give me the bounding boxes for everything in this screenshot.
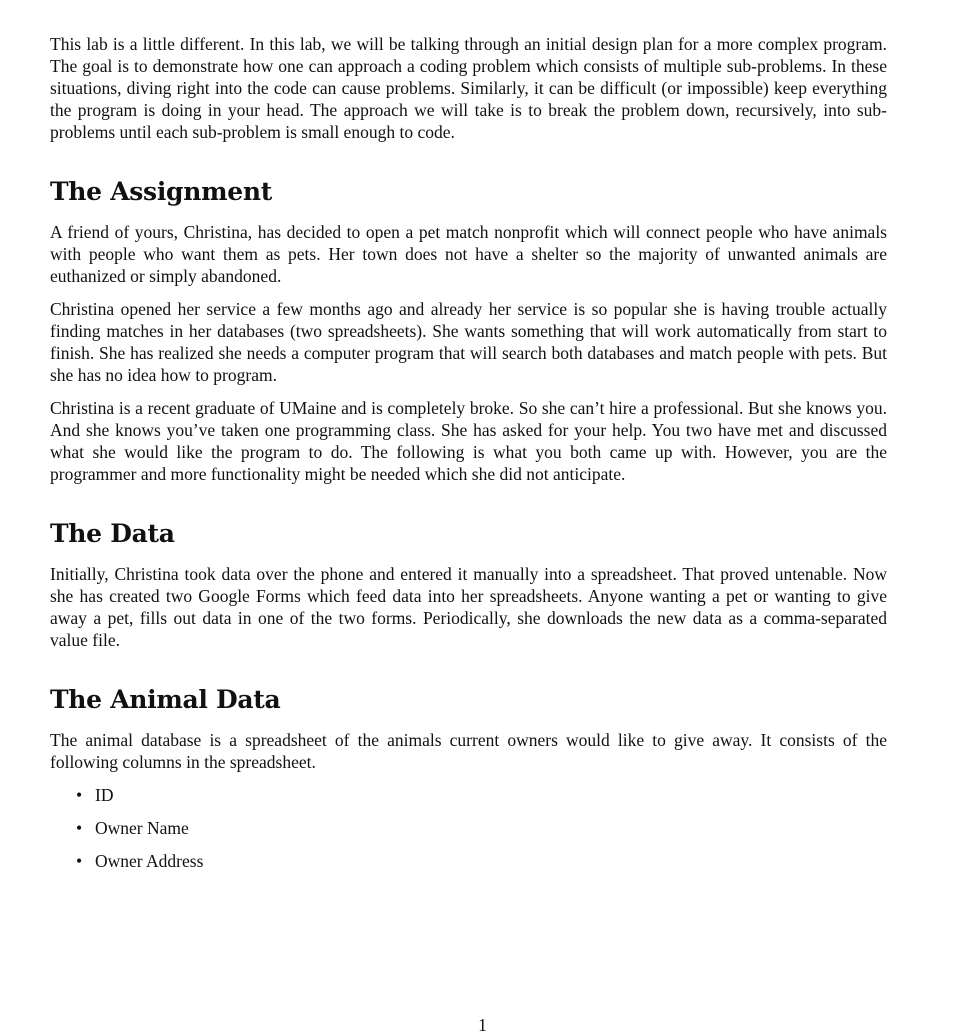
bullet-icon: • xyxy=(76,785,83,805)
list-item xyxy=(76,850,887,872)
document-page xyxy=(50,33,887,883)
assignment-paragraph-1: A friend of yours, Christina, has decided to open a pet match nonprofit which will connect people who have animals with people who want them as pets. Her town does not have a shelter so the majority of unwanted animals are euthanized or simply abandoned. xyxy=(50,222,887,286)
animal-data-paragraph: The animal database is a spreadsheet of the animals current owners would like to give away. It consists of the following columns in the spreadsheet. xyxy=(50,730,887,772)
list-item-label: ID xyxy=(95,785,114,805)
bullet-icon: • xyxy=(76,818,83,838)
data-paragraph: Initially, Christina took data over the phone and entered it manually into a spreadsheet. That proved untenable. Now she has created two Google Forms which feed data into her spreadsheets. Anyone wanting a pet or wanting to give away a pet, fills out data in one of the two forms. Periodically, she downloads the new data as a comma-separated value file. xyxy=(50,564,887,650)
page-number: 1 xyxy=(478,1015,487,1035)
bullet-icon: • xyxy=(76,851,83,871)
intro-paragraph: This lab is a little different. In this lab, we will be talking through an initial design plan for a more complex program. The goal is to demonstrate how one can approach a coding problem which consists of multiple sub-problems. In these situations, diving right into the code can cause problems. Similarly, it can be difficult (or impossible) keep everything the program is doing in your head. The approach we will take is to break the problem down, recursively, into sub-problems until each sub-problem is small enough to code. xyxy=(50,34,887,142)
section-heading-animal-data: The Animal Data xyxy=(50,685,281,714)
list-item-label: Owner Address xyxy=(95,851,204,871)
assignment-paragraph-2: Christina opened her service a few months ago and already her service is so popular she is having trouble actually finding matches in her databases (two spreadsheets). She wants something that will work automatically from start to finish. She has realized she needs a computer program that will search both databases and match people with pets. But she has no idea how to program. xyxy=(50,299,887,385)
list-item-label: Owner Name xyxy=(95,818,189,838)
assignment-paragraph-3: Christina is a recent graduate of UMaine and is completely broke. So she can’t hire a professional. But she knows you. And she knows you’ve taken one programming class. She has asked for your help. You two have met and discussed what she would like the program to do. The following is what you both came up with. However, you are the programmer and more functionality might be needed which she did not anticipate. xyxy=(50,398,887,484)
list-item xyxy=(76,784,887,806)
list-item xyxy=(76,817,887,839)
section-heading-data: The Data xyxy=(50,519,175,548)
animal-columns-list xyxy=(50,784,887,872)
section-heading-assignment: The Assignment xyxy=(50,177,272,206)
